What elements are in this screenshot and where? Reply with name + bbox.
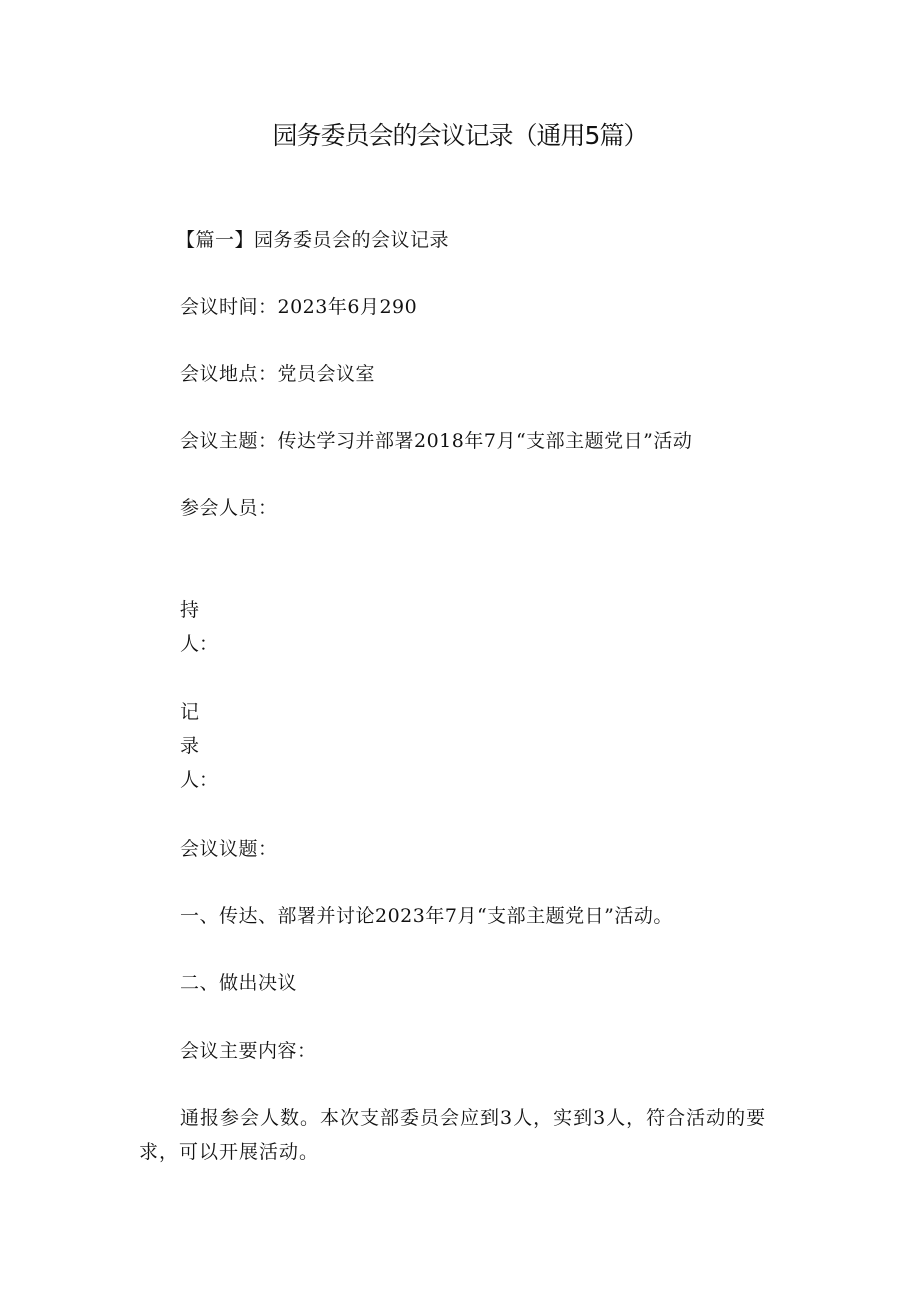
content-label: 会议主要内容：: [180, 1040, 317, 1062]
agenda-item-2: 二、做出决议: [180, 972, 298, 994]
host-label: 持人：: [180, 599, 219, 655]
agenda-item-1: 一、传达、部署并讨论2023年7月“支部主题党日”活动。: [180, 905, 673, 927]
section-heading: 【篇一】园务委员会的会议记录: [176, 229, 450, 251]
document-title: 园务委员会的会议记录（通用5篇）: [272, 121, 648, 150]
content-paragraph: 通报参会人数。本次支部委员会应到3人，实到3人，符合活动的要求，可以开展活动。: [139, 1107, 767, 1163]
meeting-time: 会议时间：2023年6月290: [180, 296, 418, 318]
meeting-theme: 会议主题：传达学习并部署2018年7月“支部主题党日”活动: [180, 430, 693, 452]
meeting-place: 会议地点：党员会议室: [180, 363, 376, 385]
recorder-label: 记录人：: [180, 701, 219, 791]
agenda-label: 会议议题：: [180, 838, 278, 860]
attendees-label: 参会人员：: [180, 497, 278, 519]
